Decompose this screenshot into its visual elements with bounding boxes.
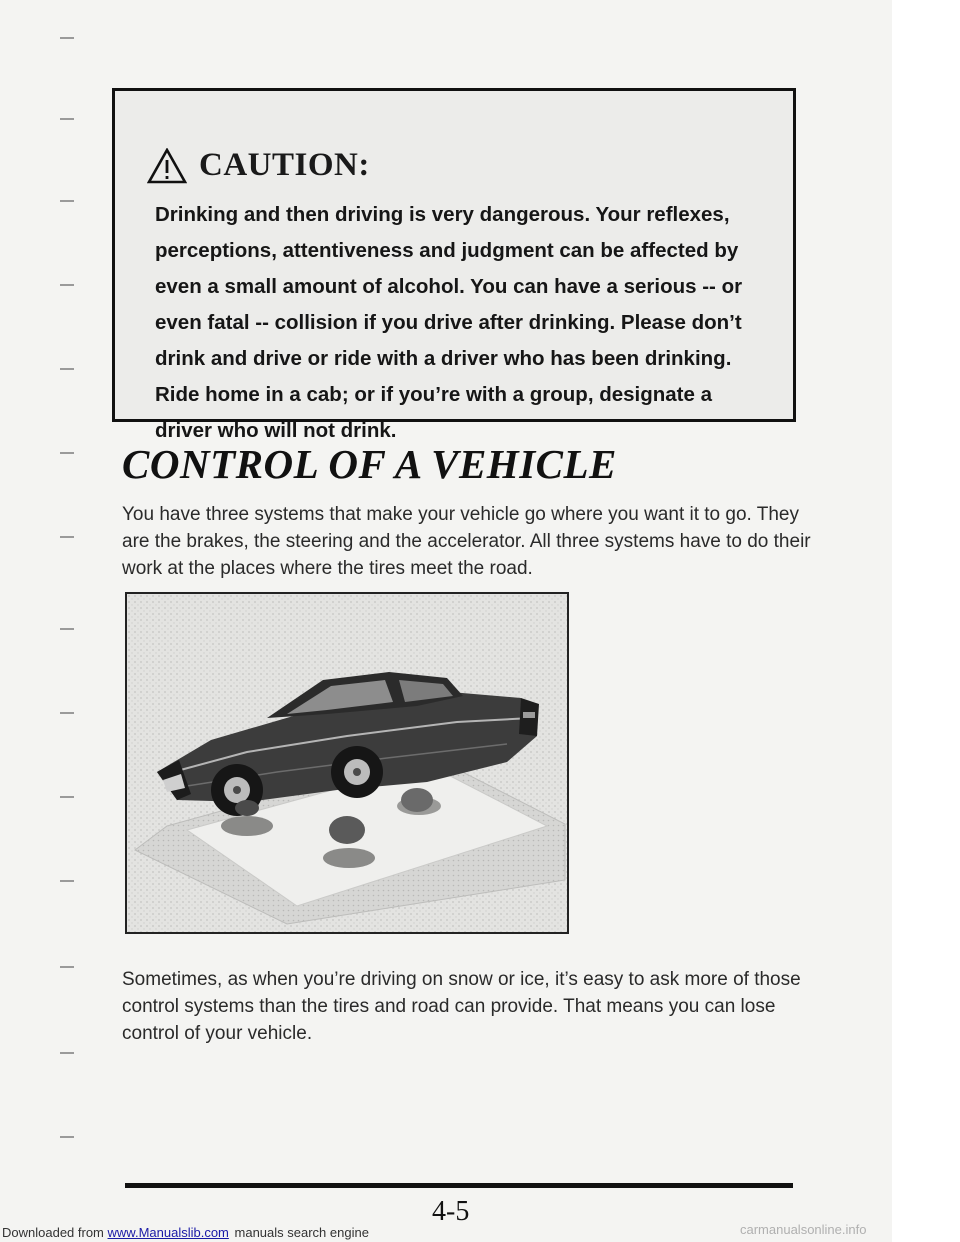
margin-tick xyxy=(60,1052,74,1054)
download-source-footer xyxy=(0,1224,960,1242)
margin-tick xyxy=(60,37,74,39)
caution-title: CAUTION: xyxy=(199,147,370,183)
margin-tick xyxy=(60,796,74,798)
margin-tick xyxy=(60,880,74,882)
margin-tick xyxy=(60,628,74,630)
margin-tick xyxy=(60,1136,74,1138)
margin-tick xyxy=(60,200,74,202)
margin-tick xyxy=(60,118,74,120)
caution-text: Drinking and then driving is very dangerous. Your reflexes, perceptions, attentiveness and judgment can be affected by even a small amount of alcohol. You can have a serious -- or even fatal -- collision if you drive after drinking. Please don’t drink and drive or ride with a driver who has been drinking. Ride home in a cab; or if you’re with a group, designate a driver who will not drink. xyxy=(155,203,743,442)
caution-header xyxy=(147,147,370,184)
margin-tick xyxy=(60,368,74,370)
warning-triangle-icon xyxy=(147,148,187,184)
intro-paragraph: You have three systems that make your vehicle go where you want it to go. They are the brakes, the steering and the accelerator. All three systems have to do their work at the places where the tires meet the road. xyxy=(122,504,811,579)
body-paragraph: Sometimes, as when you’re driving on snow or ice, it’s easy to ask more of those control systems than the tires and road can provide. That means you can lose control of your vehicle. xyxy=(122,969,801,1044)
downloaded-suffix: manuals search engine xyxy=(234,1225,369,1240)
margin-tick xyxy=(60,284,74,286)
footer-rule xyxy=(125,1183,793,1188)
caution-box xyxy=(112,88,796,442)
margin-tick xyxy=(60,966,74,968)
margin-tick xyxy=(60,452,74,454)
section-title: CONTROL OF A VEHICLE xyxy=(122,441,617,487)
margin-tick xyxy=(60,712,74,714)
page-number: 4-5 xyxy=(432,1196,470,1227)
page-right-margin xyxy=(892,0,960,1242)
manualslib-link[interactable]: www.Manualslib.com xyxy=(107,1225,229,1240)
car-on-road-illustration xyxy=(125,592,569,934)
margin-tick xyxy=(60,536,74,538)
site-watermark: carmanualsonline.info xyxy=(740,1222,867,1237)
downloaded-prefix: Downloaded from xyxy=(2,1225,104,1240)
